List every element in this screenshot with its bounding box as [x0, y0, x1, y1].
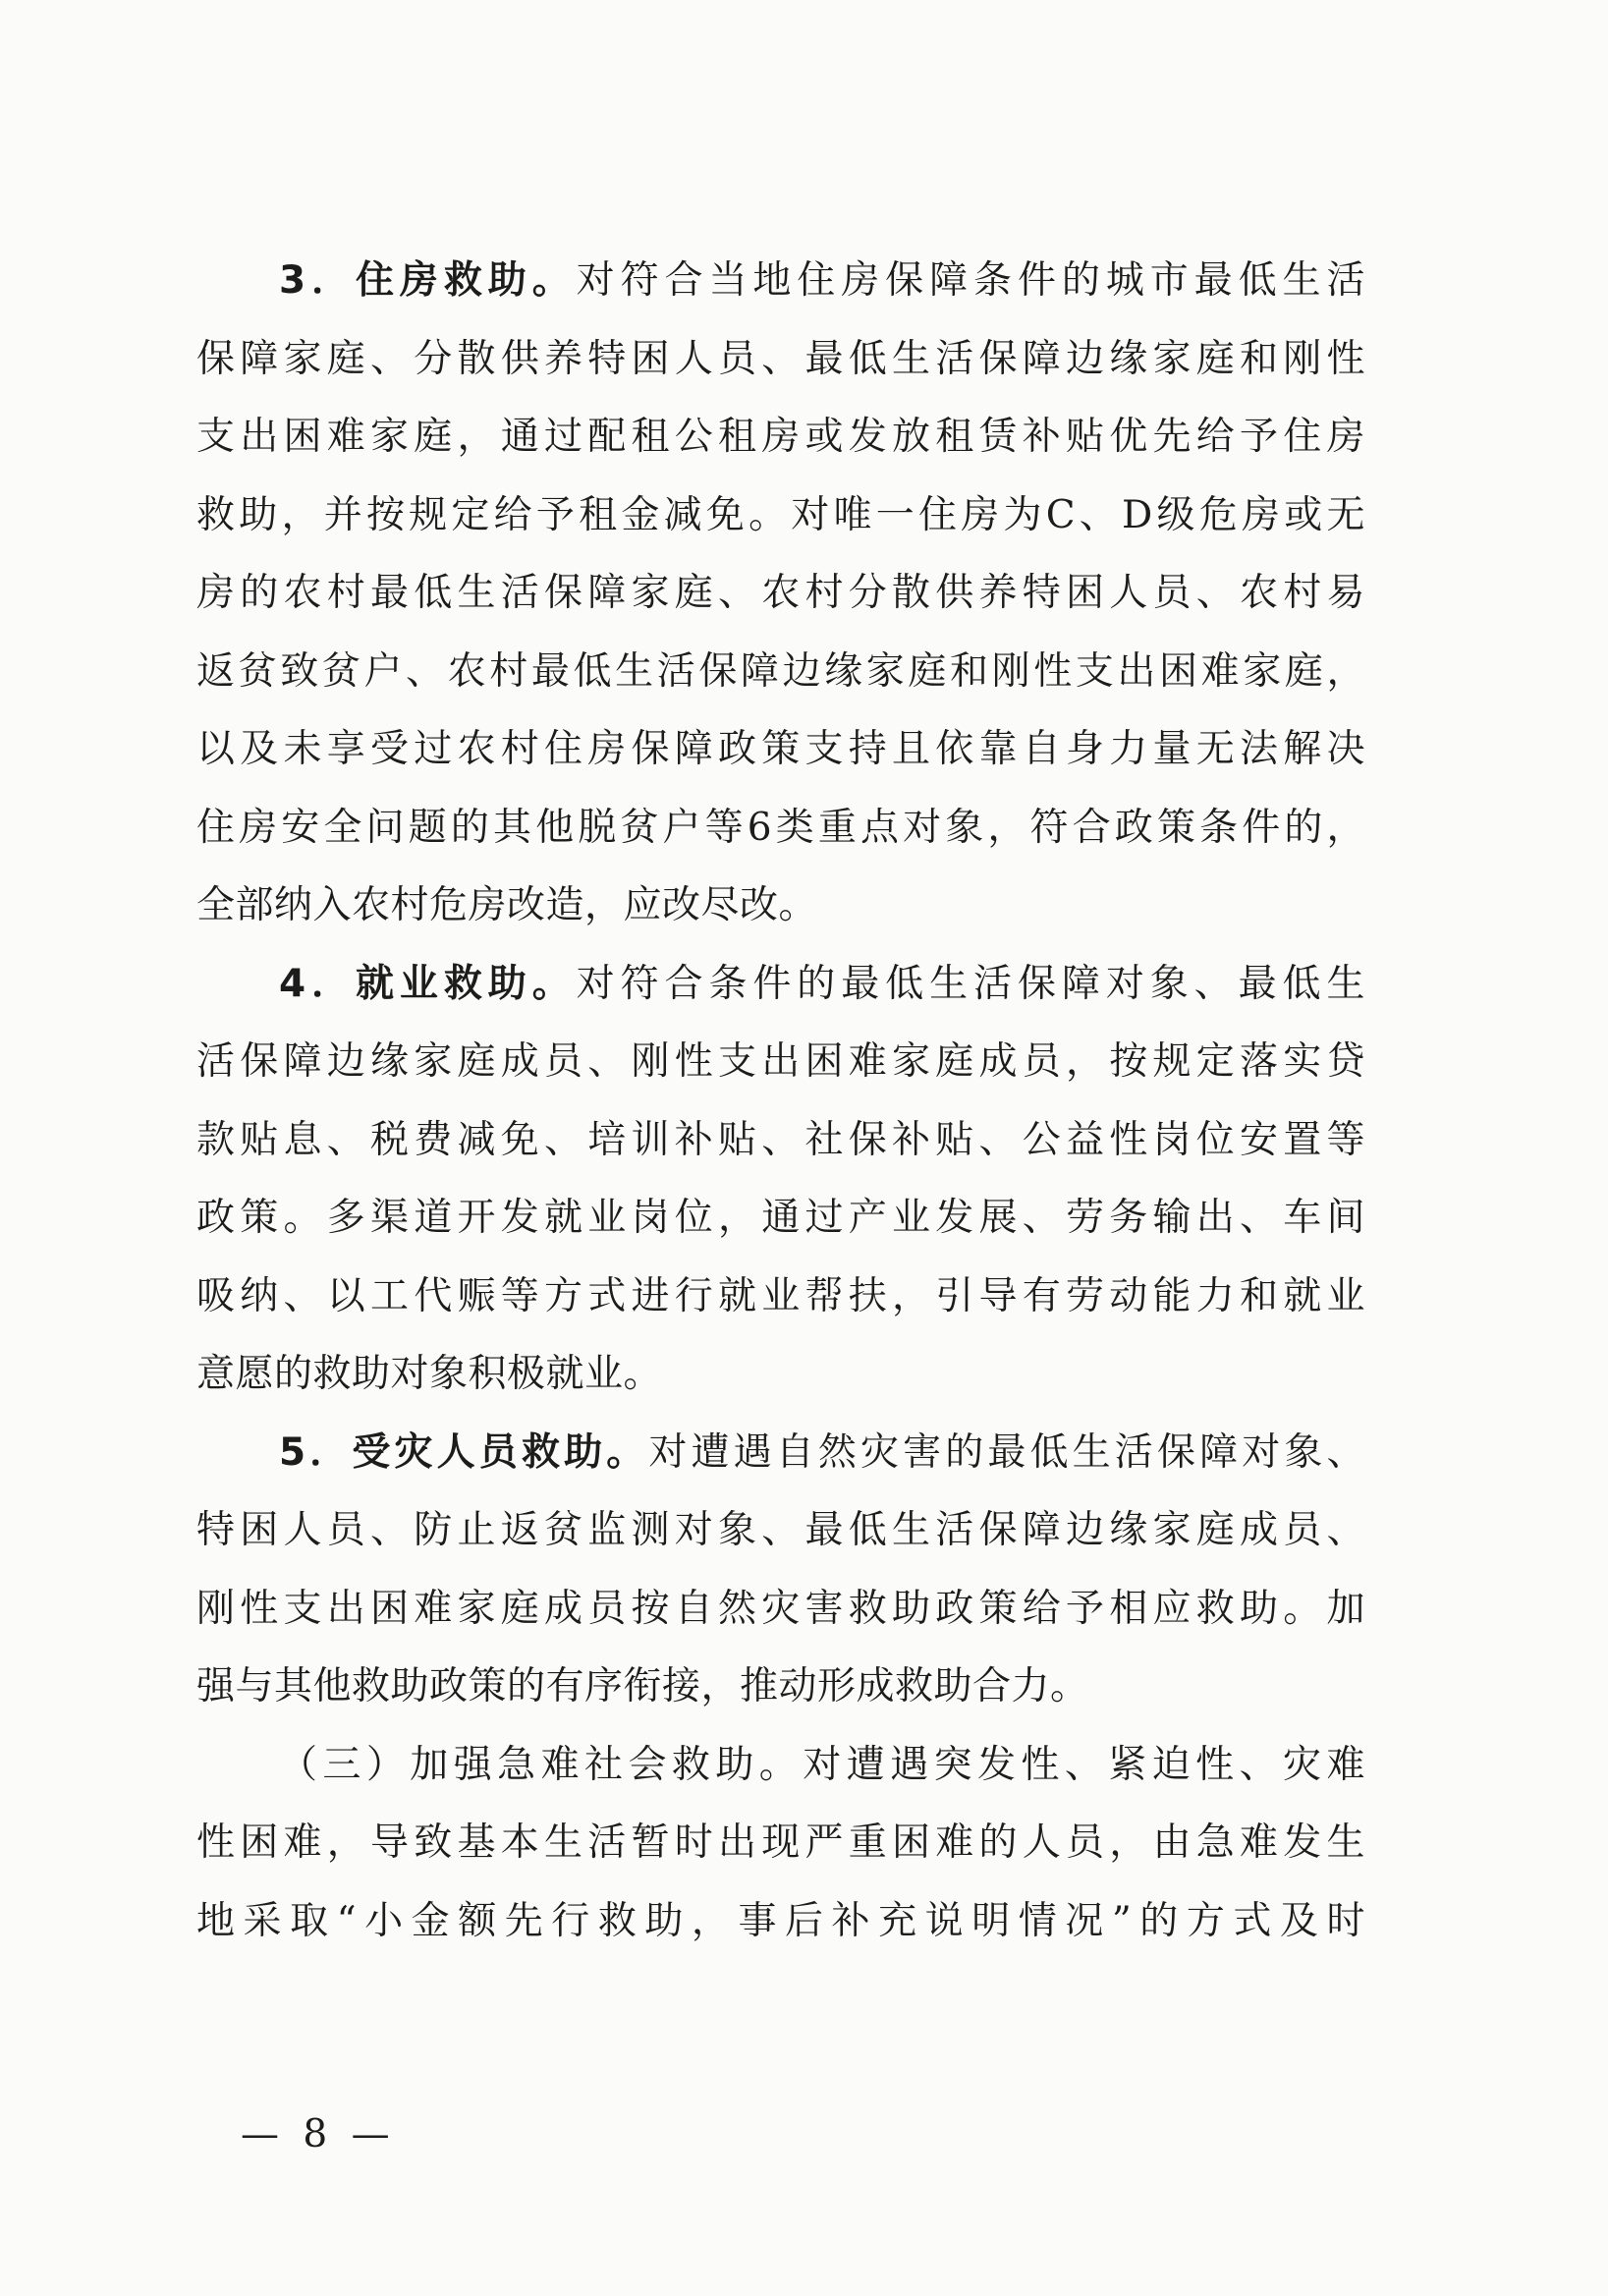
text-line: 刚性支出困难家庭成员按自然灾害救助政策给予相应救助。加: [196, 1586, 1365, 1631]
text-line: 以及未享受过农村住房保障政策支持且依靠自身力量无法解决: [196, 727, 1365, 771]
item-title: 受灾人员救助。: [352, 1429, 649, 1475]
page-number: — 8 —: [241, 2112, 396, 2156]
item-number: 5．: [279, 1429, 353, 1475]
text-line: 地采取“小金额先行救助，事后补充说明情况”的方式及时: [196, 1898, 1365, 1943]
paragraph-housing-assistance: [196, 242, 1365, 945]
item-title: 就业救助。: [356, 961, 577, 1006]
text-line: 强与其他救助政策的有序衔接，推动形成救助合力。: [196, 1664, 1089, 1708]
item-number: 4．: [279, 961, 356, 1006]
item-title: 住房救助。: [356, 258, 577, 303]
text-line: 保障家庭、分散供养特困人员、最低生活保障边缘家庭和刚性: [196, 336, 1365, 381]
text-line: 住房安全问题的其他脱贫户等6类重点对象，符合政策条件的，: [196, 805, 1365, 850]
text-line: 活保障边缘家庭成员、刚性支出困难家庭成员，按规定落实贷: [196, 1039, 1365, 1084]
text-line: 特困人员、防止返贫监测对象、最低生活保障边缘家庭成员、: [196, 1508, 1365, 1552]
paragraph-emergency-assistance: [196, 1726, 1365, 1961]
text-line: 4．就业救助。对符合条件的最低生活保障对象、最低生: [279, 961, 1365, 1006]
text-line: （三）加强急难社会救助。对遭遇突发性、紧迫性、灾难: [279, 1742, 1365, 1787]
text-line: 支出困难家庭，通过配租公租房或发放租赁补贴优先给予住房: [196, 415, 1365, 459]
item-number: 3．: [279, 258, 356, 303]
text-line: 性困难，导致基本生活暂时出现严重困难的人员，由急难发生: [196, 1820, 1365, 1865]
text-line: 政策。多渠道开发就业岗位，通过产业发展、劳务输出、车间: [196, 1196, 1365, 1240]
body-text: [196, 242, 1365, 1960]
paragraph-employment-assistance: [196, 945, 1365, 1414]
text-line: 房的农村最低生活保障家庭、农村分散供养特困人员、农村易: [196, 571, 1365, 615]
text-line: 全部纳入农村危房改造，应改尽改。: [196, 883, 818, 927]
text-line: 款贴息、税费减免、培训补贴、社保补贴、公益性岗位安置等: [196, 1117, 1365, 1162]
paragraph-disaster-relief: [196, 1414, 1365, 1726]
text-line: 5．受灾人员救助。对遭遇自然灾害的最低生活保障对象、: [279, 1429, 1365, 1475]
text-line: 吸纳、以工代赈等方式进行就业帮扶，引导有劳动能力和就业: [196, 1273, 1365, 1318]
text-line: 意愿的救助对象积极就业。: [196, 1352, 663, 1396]
text-line: 救助，并按规定给予租金减免。对唯一住房为C、D级危房或无: [196, 492, 1365, 537]
text-line: 3．住房救助。对符合当地住房保障条件的城市最低生活: [279, 258, 1365, 303]
text-line: 返贫致贫户、农村最低生活保障边缘家庭和刚性支出困难家庭，: [196, 648, 1365, 694]
